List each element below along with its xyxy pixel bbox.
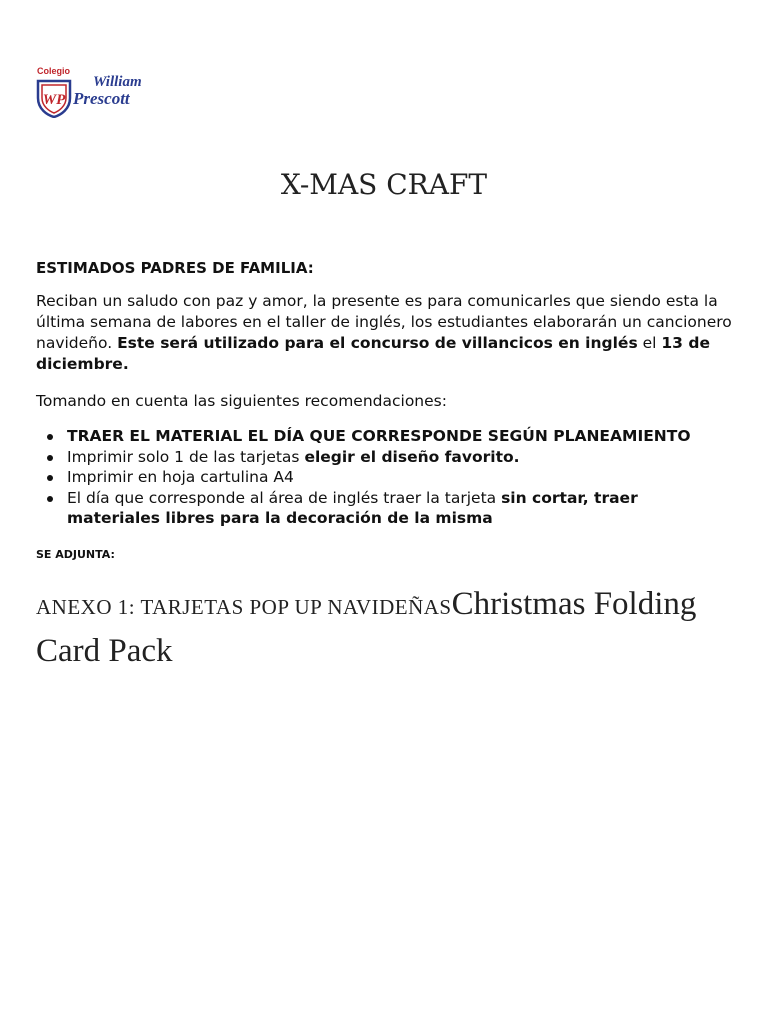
annex-title: Christmas Folding Card Pack [36, 586, 697, 669]
list-item-1-text: TRAER EL MATERIAL EL DÍA QUE CORRESPONDE SEGÚN PLANEAMIENTO [67, 427, 691, 445]
logo-colegio-text: Colegio [37, 66, 70, 76]
list-item-4-text: El día que corresponde al área de inglés traer la tarjeta [67, 488, 502, 507]
list-item [36, 447, 736, 468]
paragraph-date: 13 de diciembre. [36, 334, 710, 373]
intro-paragraph [36, 291, 736, 375]
list-item-2-text: Imprimir solo 1 de las tarjetas [67, 447, 305, 466]
recommendations-list [36, 426, 736, 529]
shield-crest-icon [35, 78, 73, 118]
recommendations-intro: Tomando en cuenta las siguientes recomendaciones: [36, 392, 447, 410]
logo-name-first: William [93, 74, 142, 90]
list-item [36, 488, 736, 529]
attachment-label: SE ADJUNTA: [36, 548, 115, 561]
list-item [36, 426, 736, 447]
annex-label: ANEXO 1: TARJETAS POP UP NAVIDEÑAS [36, 595, 452, 619]
paragraph-bold-1: Este será utilizado para el concurso de villancicos en inglés [117, 334, 638, 352]
list-item-2-bold: elegir el diseño favorito. [304, 447, 520, 466]
salutation: ESTIMADOS PADRES DE FAMILIA: [36, 259, 314, 277]
list-item-3-text: Imprimir en hoja cartulina A4 [67, 468, 294, 486]
list-item [36, 467, 736, 488]
annex-heading [36, 582, 736, 673]
paragraph-text-2: el [637, 334, 662, 352]
logo-name-last: Prescott [73, 89, 130, 108]
school-logo [33, 66, 149, 118]
logo-monogram: WP [42, 92, 66, 108]
page-title: X-MAS CRAFT [280, 168, 488, 201]
list-item-4-bold: sin cortar, traer materiales libres para la decoración de la misma [67, 488, 638, 527]
paragraph-text-1: Reciban un saludo con paz y amor, la presente es para comunicarles que siendo esta la última semana de labores en el taller de inglés, los estudiantes elaborarán un cancionero navideño. [36, 292, 732, 352]
